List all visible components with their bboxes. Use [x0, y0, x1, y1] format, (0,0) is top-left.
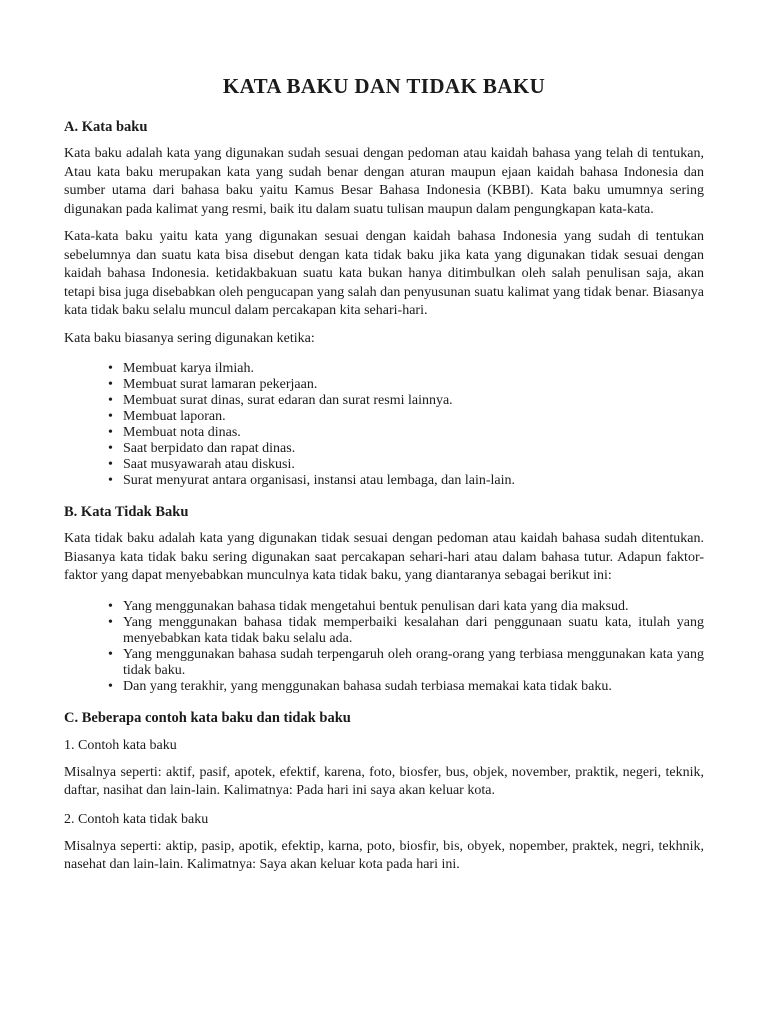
list-item: • Membuat laporan.: [64, 409, 704, 425]
section-b-paragraph-1: Kata tidak baku adalah kata yang digunakan tidak sesuai dengan pedoman atau kaidah bahasa sudah ditentukan. Biasanya kata tidak baku sering digunakan saat percakapan sehari-hari atau dalam bahasa tutur. Adapun faktor-faktor yang dapat menyebabkan munculnya kata tidak baku, yang diantaranya sebagai berikut ini:: [64, 531, 704, 583]
list-item: • Membuat surat lamaran pekerjaan.: [64, 377, 704, 393]
list-item: • Dan yang terakhir, yang menggunakan bahasa sudah terbiasa memakai kata tidak baku.: [64, 679, 704, 695]
section-a-bullet-list: [64, 361, 704, 489]
section-a-paragraph-2: Kata-kata baku yaitu kata yang digunakan sesuai dengan kaidah bahasa Indonesia yang sudah di tentukan sebelumnya dan suatu kata bisa disebut dengan kata tidak baku jika kata yang digunakan tidak sesuai dengan kaidah bahasa Indonesia. ketidakbakuan suatu kata bukan hanya ditimbulkan oleh salah penulisan saja, akan tetapi bisa juga disebabkan oleh pengucapan yang salah dan penyusunan suatu kalimat yang tidak benar. Biasanya kata tidak baku selalu muncul dalam percakapan kita sehari-hari.: [64, 229, 704, 318]
section-a-paragraph-1: Kata baku adalah kata yang digunakan sudah sesuai dengan pedoman atau kaidah bahasa yang telah di tentukan, Atau kata baku merupakan kata yang sudah benar dengan aturan maupun ejaan kaidah bahasa Indonesia dan sumber utama dari bahasa baku yaitu Kamus Besar Bahasa Indonesia (KBBI). Kata baku umumnya sering digunakan pada kalimat yang resmi, baik itu dalam suatu tulisan maupun dalam pengungkapan kata-kata.: [64, 146, 704, 217]
section-c-sub2-paragraph: Misalnya seperti: aktip, pasip, apotik, efektip, karna, poto, biosfir, bis, obyek, nopember, praktek, negri, tekhnik, nasehat dan lain-lain. Kalimatnya: Saya akan keluar kota pada hari ini.: [64, 838, 704, 872]
list-item: • Yang menggunakan bahasa tidak memperbaiki kesalahan dari penggunaan suatu kata, itulah yang menyebabkan kata tidak baku selalu ada.: [64, 615, 704, 647]
section-b-bullet-list: [64, 599, 704, 695]
document-title: KATA BAKU DAN TIDAK BAKU: [222, 74, 546, 98]
list-item: • Membuat karya ilmiah.: [64, 361, 704, 377]
list-item: • Saat musyawarah atau diskusi.: [64, 457, 704, 473]
list-item: • Saat berpidato dan rapat dinas.: [64, 441, 704, 457]
list-item: • Surat menyurat antara organisasi, instansi atau lembaga, dan lain-lain.: [64, 473, 704, 489]
section-b-heading: B. Kata Tidak Baku: [64, 504, 189, 520]
list-item: • Membuat nota dinas.: [64, 425, 704, 441]
section-a-heading: A. Kata baku: [64, 119, 148, 135]
section-c-sub2-heading: 2. Contoh kata tidak baku: [64, 811, 209, 827]
section-a-list-intro: Kata baku biasanya sering digunakan ketika:: [64, 330, 315, 346]
section-c-sub1-paragraph: Misalnya seperti: aktif, pasif, apotek, efektif, karena, foto, biosfer, bus, objek, november, praktik, negeri, teknik, daftar, nasihat dan lain-lain. Kalimatnya: Pada hari ini saya akan keluar kota.: [64, 764, 704, 798]
list-item: • Yang menggunakan bahasa tidak mengetahui bentuk penulisan dari kata yang dia maksud.: [64, 599, 704, 615]
list-item: • Membuat surat dinas, surat edaran dan surat resmi lainnya.: [64, 393, 704, 409]
section-c-sub1-heading: 1. Contoh kata baku: [64, 737, 177, 753]
list-item: • Yang menggunakan bahasa sudah terpengaruh oleh orang-orang yang terbiasa menggunakan kata yang tidak baku.: [64, 647, 704, 679]
section-c-heading: C. Beberapa contoh kata baku dan tidak baku: [64, 709, 351, 726]
